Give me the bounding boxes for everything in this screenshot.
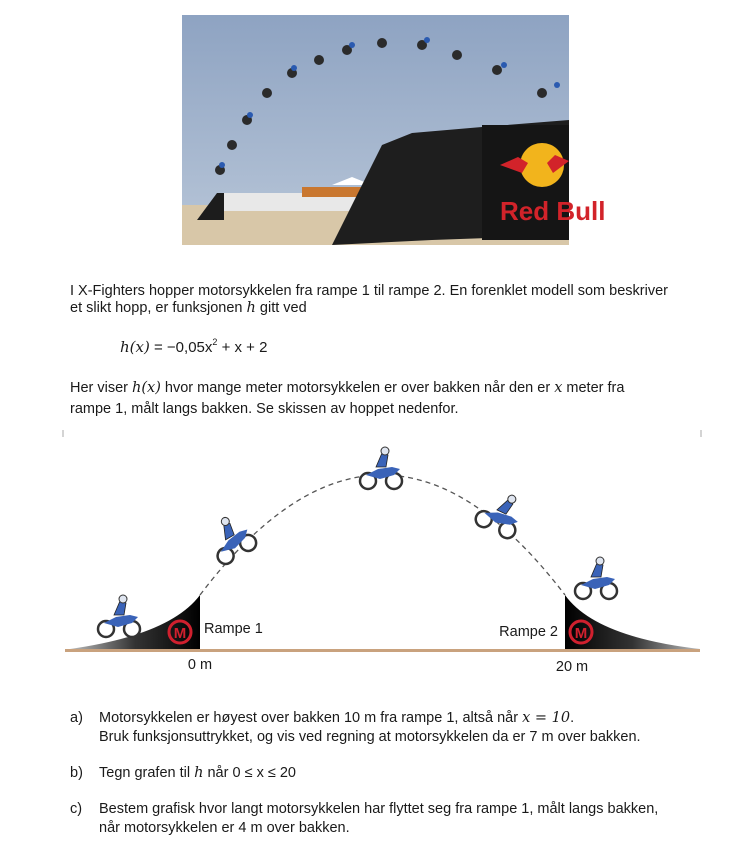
question-text-part: når	[203, 765, 233, 781]
motorcycle-icon	[575, 557, 617, 599]
question-text: Bruk funksjonsuttrykket, og vis ved regning at motorsykkelen da er 7 m over bakken.	[99, 729, 641, 745]
explanation-text: meter fra	[562, 380, 625, 396]
question-text: Bestem grafisk hvor langt motorsykkelen har flyttet seg fra rampe 1, målt langs bakken,	[99, 801, 659, 817]
question-label: c)	[70, 801, 83, 817]
svg-text:Red Bull: Red Bull	[500, 196, 606, 226]
function-name: h	[246, 300, 256, 316]
formula-exponent: 2	[212, 337, 218, 347]
question-text	[99, 764, 296, 783]
start-distance-label: 0 m	[187, 657, 213, 673]
explanation-text: Her viser	[70, 380, 133, 396]
ramp-2-label: Rampe 2	[499, 624, 558, 640]
variable-name: x	[554, 380, 563, 396]
motocross-jump-photo-icon	[182, 15, 606, 245]
explanation-line-2	[70, 399, 459, 419]
formula-term: = −0,05x	[149, 339, 213, 356]
intro-text: gitt ved	[255, 300, 307, 316]
motorcycle-icon	[360, 447, 402, 489]
question-label: b)	[70, 765, 83, 781]
end-distance-label: 20 m	[555, 659, 589, 675]
motorcycle-icon	[473, 485, 529, 541]
explanation-line-1	[70, 378, 624, 398]
intro-line-2	[70, 298, 307, 318]
formula-rest: + x + 2	[217, 339, 268, 356]
question-text-part: Tegn grafen til	[99, 765, 195, 781]
question-text-part: Motorsykkelen er høyest over bakken 10 m fra rampe 1, altså når	[99, 710, 523, 726]
svg-text:M: M	[574, 625, 588, 642]
function-formula	[120, 337, 267, 356]
math-expression: 0 ≤ x ≤ 20	[232, 765, 296, 781]
motorcycle-icon	[202, 509, 259, 566]
question-text	[99, 709, 574, 728]
function-name: h(x)	[132, 380, 161, 396]
motorcycle-icon	[98, 595, 140, 637]
function-name: h	[194, 765, 204, 781]
svg-text:M: M	[173, 625, 187, 642]
intro-text: I X-Fighters hopper motorsykkelen fra rampe 1 til rampe 2. En forenklet modell som beskriver	[70, 283, 668, 299]
explanation-text: rampe 1, målt langs bakken. Se skissen av hoppet nedenfor.	[70, 401, 459, 417]
jump-sketch	[60, 425, 710, 685]
formula-lhs: h(x)	[120, 338, 150, 356]
ramp-1-label: Rampe 1	[204, 621, 263, 637]
ground-line	[65, 649, 700, 652]
question-text-part: .	[570, 710, 575, 726]
intro-text: et slikt hopp, er funksjonen	[70, 300, 247, 316]
question-text: når motorsykkelen er 4 m over bakken.	[99, 820, 350, 836]
math-expression: x = 10	[522, 710, 571, 726]
explanation-text: hvor mange meter motorsykkelen er over bakken når den er	[160, 380, 555, 396]
motocross-photo	[182, 15, 606, 245]
question-label: a)	[70, 710, 83, 726]
